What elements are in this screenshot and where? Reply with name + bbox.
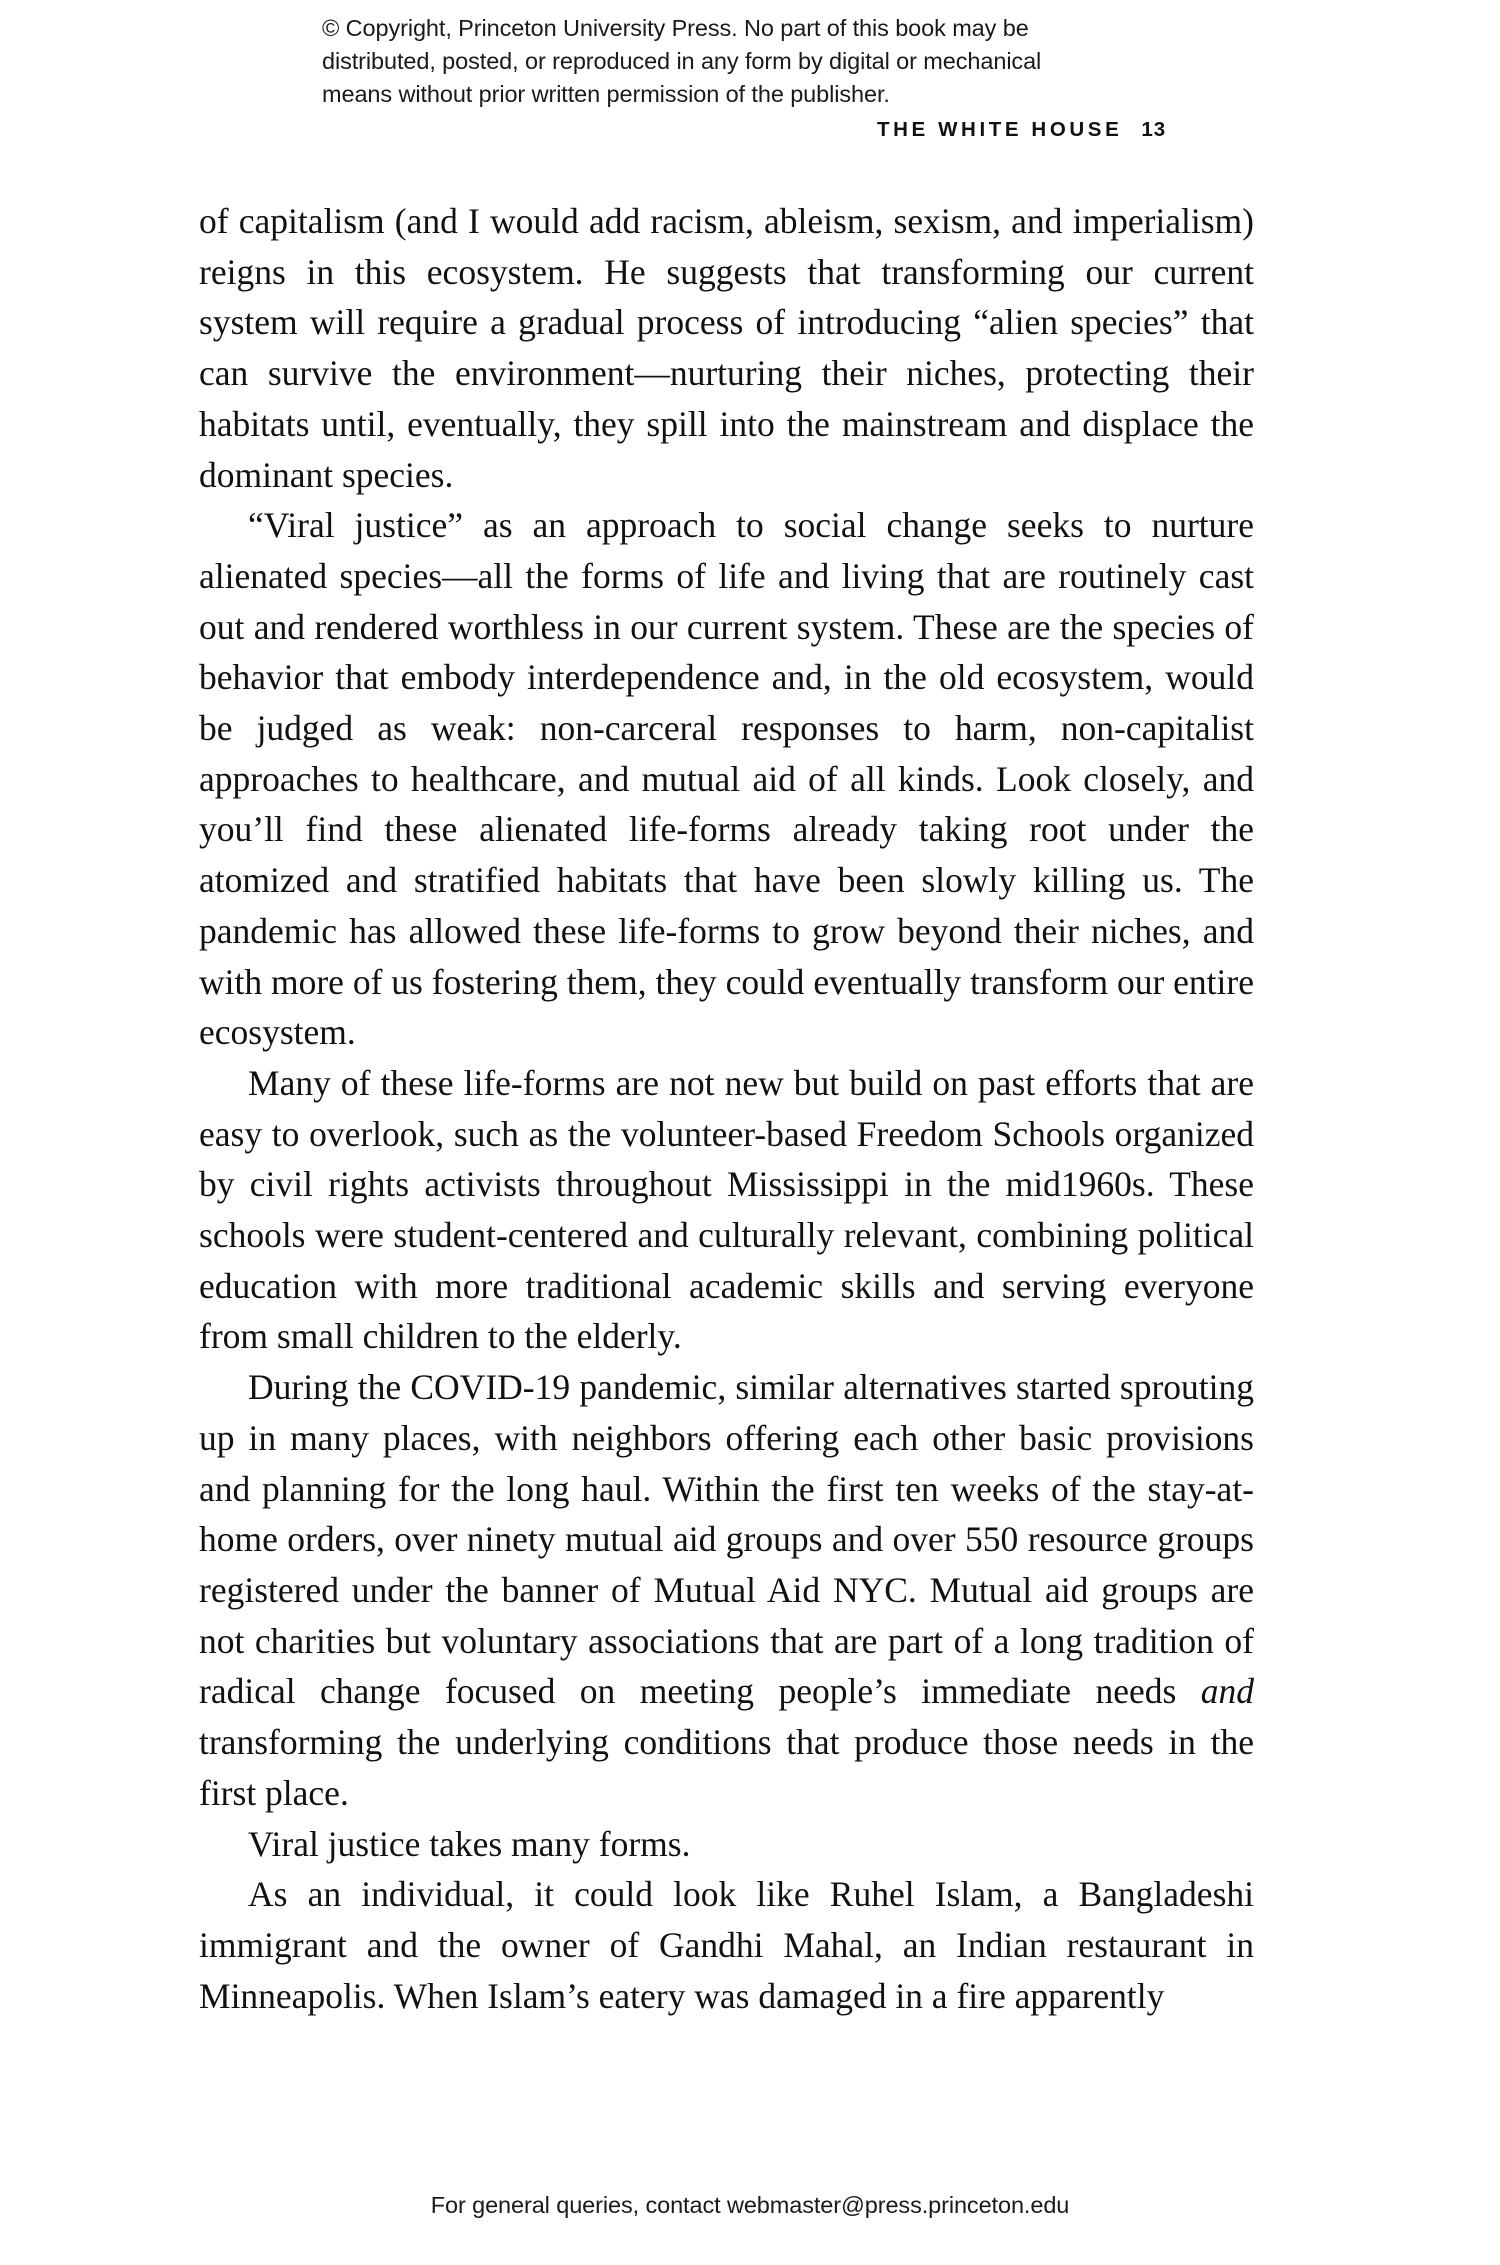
paragraph-covid-text-after: transforming the underlying conditions that produce those needs in the first place.	[199, 1722, 1254, 1813]
copyright-line-2: distributed, posted, or reproduced in any form by digital or mechanical	[322, 48, 1042, 74]
paragraph-covid-mutual-aid	[199, 1362, 1254, 1818]
paragraph-freedom-schools: Many of these life-forms are not new but build on past efforts that are easy to overlook, such as the volunteer-based Freedom Schools organized by civil rights activists throughout Mississippi in the mid1960s. These schools were student-centered and culturally relevant, combining political education with more traditional academic skills and serving everyone from small children to the elderly.	[199, 1062, 1254, 1357]
paragraph-viral-justice: “Viral justice” as an approach to social change seeks to nurture alienated species—all the forms of life and living that are routinely cast out and rendered worthless in our current system. These are the species of behavior that embody interdependence and, in the old ecosystem, would be judged as weak: non-carceral responses to harm, non-capitalist approaches to healthcare, and mutual aid of all kinds. Look closely, and you’ll find these alienated life-forms already taking root under the atomized and stratified habitats that have been slowly killing us. The pandemic has allowed these life-forms to grow beyond their niches, and with more of us fostering them, they could eventually transform our entire ecosystem.	[199, 505, 1254, 1053]
copyright-line-1: © Copyright, Princeton University Press. No part of this book may be	[322, 15, 1029, 41]
copyright-notice	[322, 12, 1172, 111]
paragraph-capitalism: of capitalism (and I would add racism, ableism, sexism, and imperialism) reigns in this ecosystem. He suggests that transforming our current system will require a gradual process of introducing “alien species” that can survive the environment—nurturing their niches, protecting their habitats until, eventually, they spill into the mainstream and displace the dominant species.	[199, 201, 1254, 495]
footer-text: For general queries, contact webmaster@press.princeton.edu	[430, 2192, 1070, 2218]
copyright-line-3: means without prior written permission of the publisher.	[322, 81, 890, 107]
paragraph-many-forms: Viral justice takes many forms.	[248, 1823, 691, 1864]
paragraph-ruhel-islam: As an individual, it could look like Ruhel Islam, a Bangladeshi immigrant and the owner of Gandhi Mahal, an Indian restaurant in Minneapolis. When Islam’s eatery was damaged in a fire apparently	[199, 1874, 1254, 2016]
paragraph-covid-text-before: During the COVID-19 pandemic, similar alternatives started sprouting up in many places, with neighbors offering each other basic provisions and planning for the long haul. Within the first ten weeks of the stay-at-home orders, over ninety mutual aid groups and over 550 resource groups registered under the banner of Mutual Aid NYC. Mutual aid groups are not charities but voluntary associations that are part of a long tradition of radical change focused on meeting people’s immediate needs	[199, 1367, 1254, 1712]
running-head-title: THE WHITE HOUSE	[877, 118, 1123, 141]
emphasis-and: and	[1200, 1671, 1254, 1712]
footer-queries-notice	[0, 2192, 1500, 2219]
page-number: 13	[1141, 118, 1167, 141]
body-text-column	[199, 196, 1254, 2021]
